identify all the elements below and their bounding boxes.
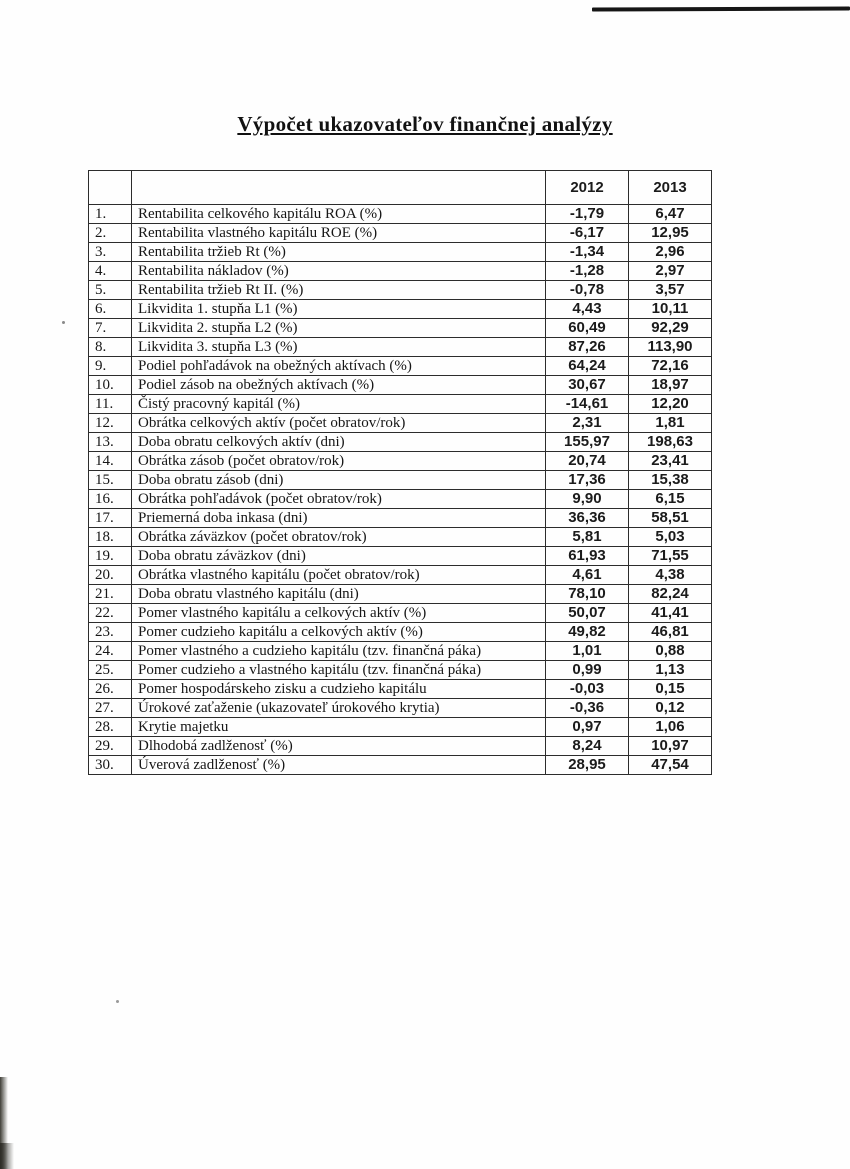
value-2012: 20,74: [546, 452, 629, 471]
indicator-label: Likvidita 3. stupňa L3 (%): [132, 338, 546, 357]
value-2013: 23,41: [629, 452, 712, 471]
value-2013: 1,81: [629, 414, 712, 433]
row-number: 21.: [89, 585, 132, 604]
value-2013: 198,63: [629, 433, 712, 452]
table-row: [89, 604, 712, 623]
table-row: [89, 642, 712, 661]
table-row: [89, 224, 712, 243]
indicator-label: Obrátka zásob (počet obratov/rok): [132, 452, 546, 471]
indicator-label: Pomer vlastného kapitálu a celkových aktív (%): [132, 604, 546, 623]
table-body: [89, 171, 712, 775]
table-row: [89, 547, 712, 566]
page-title: Výpočet ukazovateľov finančnej analýzy: [237, 112, 613, 136]
indicator-label: Doba obratu záväzkov (dni): [132, 547, 546, 566]
value-2012: -0,03: [546, 680, 629, 699]
header-empty-number-cell: [89, 171, 132, 205]
indicator-label: Podiel pohľadávok na obežných aktívach (%): [132, 357, 546, 376]
table-row: [89, 376, 712, 395]
table-row: [89, 471, 712, 490]
value-2013: 3,57: [629, 281, 712, 300]
value-2013: 5,03: [629, 528, 712, 547]
table-row: [89, 243, 712, 262]
value-2012: 5,81: [546, 528, 629, 547]
indicator-label: Pomer cudzieho kapitálu a celkových aktív (%): [132, 623, 546, 642]
row-number: 18.: [89, 528, 132, 547]
row-number: 30.: [89, 756, 132, 775]
value-2013: 82,24: [629, 585, 712, 604]
row-number: 2.: [89, 224, 132, 243]
row-number: 20.: [89, 566, 132, 585]
value-2012: 64,24: [546, 357, 629, 376]
row-number: 4.: [89, 262, 132, 281]
table-row: [89, 319, 712, 338]
row-number: 1.: [89, 205, 132, 224]
financial-indicators-table: [88, 170, 712, 775]
row-number: 15.: [89, 471, 132, 490]
row-number: 14.: [89, 452, 132, 471]
row-number: 8.: [89, 338, 132, 357]
value-2013: 71,55: [629, 547, 712, 566]
indicator-label: Likvidita 2. stupňa L2 (%): [132, 319, 546, 338]
header-year-2012: 2012: [546, 171, 629, 205]
scan-speck: [62, 321, 65, 324]
table-row: [89, 718, 712, 737]
indicator-label: Čistý pracovný kapitál (%): [132, 395, 546, 414]
row-number: 22.: [89, 604, 132, 623]
value-2013: 1,13: [629, 661, 712, 680]
value-2013: 12,95: [629, 224, 712, 243]
value-2013: 0,88: [629, 642, 712, 661]
row-number: 29.: [89, 737, 132, 756]
row-number: 11.: [89, 395, 132, 414]
value-2012: 49,82: [546, 623, 629, 642]
table-row: [89, 300, 712, 319]
value-2012: 2,31: [546, 414, 629, 433]
value-2013: 6,15: [629, 490, 712, 509]
table-row: [89, 699, 712, 718]
value-2013: 2,96: [629, 243, 712, 262]
scan-artifact-bottom-left-corner: [0, 1143, 14, 1169]
indicator-label: Obrátka záväzkov (počet obratov/rok): [132, 528, 546, 547]
table-row: [89, 452, 712, 471]
value-2012: 61,93: [546, 547, 629, 566]
indicator-label: Pomer cudzieho a vlastného kapitálu (tzv. finančná páka): [132, 661, 546, 680]
table-row: [89, 528, 712, 547]
row-number: 26.: [89, 680, 132, 699]
table-row: [89, 414, 712, 433]
table-row: [89, 205, 712, 224]
value-2013: 46,81: [629, 623, 712, 642]
value-2013: 10,97: [629, 737, 712, 756]
indicator-label: Rentabilita celkového kapitálu ROA (%): [132, 205, 546, 224]
value-2013: 10,11: [629, 300, 712, 319]
indicator-label: Doba obratu zásob (dni): [132, 471, 546, 490]
value-2012: 50,07: [546, 604, 629, 623]
indicator-label: Úverová zadlženosť (%): [132, 756, 546, 775]
value-2013: 0,15: [629, 680, 712, 699]
row-number: 9.: [89, 357, 132, 376]
table-row: [89, 433, 712, 452]
table-row: [89, 661, 712, 680]
header-empty-label-cell: [132, 171, 546, 205]
value-2012: -1,28: [546, 262, 629, 281]
table-row: [89, 262, 712, 281]
value-2012: -1,34: [546, 243, 629, 262]
value-2013: 0,12: [629, 699, 712, 718]
row-number: 16.: [89, 490, 132, 509]
value-2012: 30,67: [546, 376, 629, 395]
value-2012: -0,36: [546, 699, 629, 718]
row-number: 24.: [89, 642, 132, 661]
indicator-label: Doba obratu vlastného kapitálu (dni): [132, 585, 546, 604]
value-2012: 8,24: [546, 737, 629, 756]
value-2013: 12,20: [629, 395, 712, 414]
value-2012: -0,78: [546, 281, 629, 300]
value-2013: 41,41: [629, 604, 712, 623]
indicator-label: Pomer vlastného a cudzieho kapitálu (tzv. finančná páka): [132, 642, 546, 661]
indicator-label: Priemerná doba inkasa (dni): [132, 509, 546, 528]
indicator-label: Podiel zásob na obežných aktívach (%): [132, 376, 546, 395]
indicator-label: Obrátka vlastného kapitálu (počet obratov/rok): [132, 566, 546, 585]
value-2012: 17,36: [546, 471, 629, 490]
value-2012: 0,99: [546, 661, 629, 680]
value-2012: 87,26: [546, 338, 629, 357]
indicator-label: Rentabilita nákladov (%): [132, 262, 546, 281]
value-2013: 15,38: [629, 471, 712, 490]
row-number: 12.: [89, 414, 132, 433]
value-2012: -6,17: [546, 224, 629, 243]
value-2012: 28,95: [546, 756, 629, 775]
row-number: 23.: [89, 623, 132, 642]
indicator-label: Doba obratu celkových aktív (dni): [132, 433, 546, 452]
table-row: [89, 566, 712, 585]
table-row: [89, 680, 712, 699]
table-header-row: [89, 171, 712, 205]
scan-speck: [116, 1000, 119, 1003]
row-number: 6.: [89, 300, 132, 319]
value-2012: 60,49: [546, 319, 629, 338]
row-number: 27.: [89, 699, 132, 718]
row-number: 17.: [89, 509, 132, 528]
value-2012: -1,79: [546, 205, 629, 224]
table-row: [89, 395, 712, 414]
value-2012: 36,36: [546, 509, 629, 528]
table-row: [89, 623, 712, 642]
table-row: [89, 338, 712, 357]
value-2013: 18,97: [629, 376, 712, 395]
table-row: [89, 509, 712, 528]
value-2013: 72,16: [629, 357, 712, 376]
value-2012: 78,10: [546, 585, 629, 604]
row-number: 19.: [89, 547, 132, 566]
value-2012: 9,90: [546, 490, 629, 509]
value-2013: 6,47: [629, 205, 712, 224]
value-2012: 4,61: [546, 566, 629, 585]
indicator-label: Rentabilita vlastného kapitálu ROE (%): [132, 224, 546, 243]
table-row: [89, 585, 712, 604]
indicator-label: Obrátka celkových aktív (počet obratov/rok): [132, 414, 546, 433]
header-year-2013: 2013: [629, 171, 712, 205]
value-2013: 2,97: [629, 262, 712, 281]
indicator-label: Rentabilita tržieb Rt (%): [132, 243, 546, 262]
indicator-label: Úrokové zaťaženie (ukazovateľ úrokového krytia): [132, 699, 546, 718]
indicator-label: Dlhodobá zadlženosť (%): [132, 737, 546, 756]
row-number: 5.: [89, 281, 132, 300]
indicator-label: Krytie majetku: [132, 718, 546, 737]
row-number: 28.: [89, 718, 132, 737]
scan-artifact-top-right: [592, 6, 850, 11]
indicator-label: Pomer hospodárskeho zisku a cudzieho kapitálu: [132, 680, 546, 699]
value-2012: -14,61: [546, 395, 629, 414]
value-2013: 113,90: [629, 338, 712, 357]
table-row: [89, 490, 712, 509]
row-number: 7.: [89, 319, 132, 338]
indicator-label: Likvidita 1. stupňa L1 (%): [132, 300, 546, 319]
row-number: 3.: [89, 243, 132, 262]
table-row: [89, 357, 712, 376]
indicator-label: Obrátka pohľadávok (počet obratov/rok): [132, 490, 546, 509]
row-number: 13.: [89, 433, 132, 452]
value-2012: 0,97: [546, 718, 629, 737]
row-number: 25.: [89, 661, 132, 680]
value-2013: 1,06: [629, 718, 712, 737]
value-2012: 1,01: [546, 642, 629, 661]
value-2013: 58,51: [629, 509, 712, 528]
value-2013: 4,38: [629, 566, 712, 585]
value-2013: 47,54: [629, 756, 712, 775]
indicator-label: Rentabilita tržieb Rt II. (%): [132, 281, 546, 300]
row-number: 10.: [89, 376, 132, 395]
table-row: [89, 281, 712, 300]
value-2012: 4,43: [546, 300, 629, 319]
value-2013: 92,29: [629, 319, 712, 338]
table-row: [89, 756, 712, 775]
value-2012: 155,97: [546, 433, 629, 452]
table-row: [89, 737, 712, 756]
